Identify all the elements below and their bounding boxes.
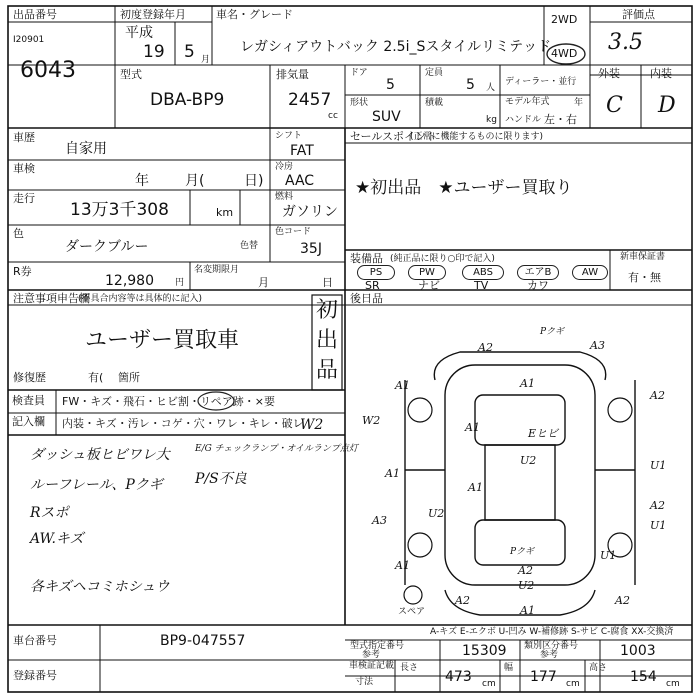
wheel-fr	[608, 398, 632, 422]
stamp-char-2: 出	[316, 328, 339, 353]
repair-unit: 箇所	[118, 371, 140, 384]
mark-10: U1	[650, 459, 667, 472]
type-no: 15309	[462, 643, 507, 659]
month-unit: 月	[201, 55, 211, 65]
exterior-label: 外装	[598, 67, 620, 80]
shift: FAT	[290, 143, 314, 159]
interior-label: 内装	[650, 67, 672, 80]
mark-3: A3	[590, 339, 605, 352]
type-no-label: 型式指定番号	[350, 641, 405, 651]
model-label: 型式	[120, 68, 142, 81]
mark-6: W2	[362, 414, 381, 427]
ac: AAC	[285, 173, 315, 189]
inspection-month: 月(	[185, 173, 205, 189]
item-no-label: 出品番号	[13, 8, 57, 21]
inspection-day: 日)	[244, 173, 264, 189]
length-unit: cm	[482, 679, 496, 689]
doors-label: ドア	[350, 68, 368, 78]
mileage: 13万3千308	[70, 200, 169, 220]
mark-18: U1	[600, 549, 617, 562]
wheel-fl	[408, 398, 432, 422]
class-no: 1003	[620, 643, 656, 659]
warranty: 有・無	[628, 271, 661, 284]
type-no-sub: 参考	[362, 650, 381, 660]
eval-score: 3.5	[608, 30, 643, 55]
equip-abs: ABS	[462, 265, 504, 280]
mark-24: A1	[520, 604, 535, 617]
width: 177	[530, 669, 557, 685]
hw-w2: W2	[300, 417, 324, 433]
color-code-label: 色コード	[275, 227, 312, 237]
stamp-char-3: 品	[316, 358, 339, 383]
tax-month: 月	[258, 276, 269, 289]
damage-legend: A-キズ E-エクボ U-凹み W-補修跡 S-サビ C-腐食 XX-交換済	[430, 627, 674, 637]
length: 473	[445, 669, 472, 685]
dealer-label: ディーラー・並行	[505, 77, 577, 87]
hw-note-4: AW.キズ	[30, 531, 84, 547]
era: 平成	[125, 25, 153, 41]
equip-aw: AW	[572, 265, 608, 280]
mark-20: Pクギ	[510, 547, 535, 557]
reg-no-label: 登録番号	[13, 669, 57, 682]
equip-sr: SR	[365, 279, 380, 292]
tax-label: 名変期限月	[194, 265, 240, 275]
height: 154	[630, 669, 657, 685]
drive-2wd: 2WD	[551, 13, 578, 26]
repair-value: 有(	[88, 371, 104, 384]
mark-14: U2	[428, 507, 445, 520]
mark-7: A1	[465, 421, 480, 434]
mark-21: A2	[518, 564, 533, 577]
history-label: 車歴	[13, 131, 35, 144]
capacity: 5	[466, 77, 475, 93]
repair-label: 修復歴	[13, 371, 46, 384]
mark-5: A1	[520, 377, 535, 390]
car-name: レガシィアウトバック 2.5i_Sスタイルリミテッド	[240, 39, 552, 55]
color-code: 35J	[300, 241, 322, 257]
kg-unit: kg	[486, 115, 497, 125]
equip-ps: PS	[357, 265, 395, 280]
cert-label: 車検証記載	[349, 661, 395, 671]
displacement: 2457	[288, 90, 332, 110]
inspector-row-2: 内装・キズ・汚レ・コゲ・穴・ワレ・キレ・破レ	[62, 417, 304, 430]
item-small-code: I20901	[13, 35, 45, 45]
mark-15: A3	[372, 514, 387, 527]
mark-22: U2	[518, 579, 535, 592]
recycle-label: R券	[13, 265, 32, 278]
fuel-label: 燃料	[275, 192, 294, 202]
interior-grade: D	[658, 93, 676, 118]
equip-leather: カワ	[527, 279, 549, 292]
mark-13: A1	[468, 481, 483, 494]
hw-note-1: ダッシュ板ヒビワレ大	[30, 447, 170, 463]
hw-note-2: ルーフレール、Pクギ	[30, 477, 163, 493]
chassis-label: 車台番号	[13, 634, 57, 647]
item-number: 6043	[20, 58, 76, 83]
first-reg-label: 初度登録年月	[120, 8, 186, 21]
sales-point-sub: (正常に機能するものに限ります)	[410, 132, 544, 142]
ac-label: 冷房	[275, 162, 294, 172]
mark-12: U2	[520, 454, 537, 467]
chassis: BP9-047557	[160, 633, 246, 649]
model: DBA-BP9	[150, 90, 225, 110]
reg-year: 19	[143, 42, 165, 62]
mark-1: A2	[478, 341, 493, 354]
body: SUV	[372, 109, 401, 125]
capacity-label: 定員	[425, 68, 444, 78]
equip-navi: ナビ	[418, 279, 440, 292]
mark-19: A1	[395, 559, 410, 572]
loading-label: 積載	[425, 98, 444, 108]
rear-window	[475, 520, 565, 565]
class-no-label: 類別区分番号	[524, 641, 579, 651]
fuel: ガソリン	[282, 204, 338, 220]
equipment-sub: (純正品に限り○印で記入)	[390, 254, 495, 264]
notes-sub: (不具合内容等は具体的に記入)	[78, 294, 203, 304]
height-unit: cm	[666, 679, 680, 689]
sales-point-text: ★初出品 ★ユーザー買取り	[355, 178, 573, 198]
history-value: 自家用	[65, 141, 107, 157]
wheel-rl	[408, 533, 432, 557]
mark-8: A1	[385, 467, 400, 480]
inspector-label-bottom: 記入欄	[12, 415, 45, 428]
body-label: 形状	[350, 98, 369, 108]
height-label: 高さ	[589, 663, 608, 673]
notes-label: 注意事項申告欄	[13, 292, 90, 305]
mark-25: A2	[615, 594, 630, 607]
inspection-year: 年	[135, 173, 149, 189]
year-unit: 年	[574, 98, 584, 108]
spare-label: スペア	[398, 607, 426, 617]
model-year-label: モデル年式	[505, 97, 550, 107]
equip-airbag: エアB	[517, 265, 559, 280]
eval-label: 評価点	[622, 8, 655, 21]
cert-sub: 寸法	[355, 677, 374, 687]
length-label: 長さ	[400, 663, 419, 673]
color-label: 色	[13, 227, 24, 240]
recycle-amount: 12,980	[105, 273, 154, 289]
tax-day: 日	[322, 276, 333, 289]
mark-16: U1	[650, 519, 667, 532]
name-grade-label: 車名・グレード	[216, 8, 293, 21]
yen-unit: 円	[175, 278, 185, 288]
mark-9: A2	[650, 389, 665, 402]
front-outline	[434, 352, 605, 380]
equipment-label: 装備品	[350, 252, 383, 265]
sales-point-label: セールスポイント	[350, 130, 438, 143]
person-unit: 人	[486, 83, 496, 93]
hw-note-5: 各キズヘコミホシュウ	[30, 579, 170, 595]
mark-23: A2	[455, 594, 470, 607]
reg-month: 5	[184, 42, 195, 62]
drive-4wd: 4WD	[551, 47, 578, 60]
inspection-label: 車検	[13, 162, 35, 175]
equip-tv: TV	[474, 279, 489, 292]
back-view-label: 後日品	[350, 292, 383, 305]
mark-2: Pクギ	[540, 327, 565, 337]
inspector-label-top: 検査員	[12, 394, 45, 407]
handle-label: ハンドル	[505, 115, 542, 125]
displacement-label: 排気量	[276, 68, 309, 81]
mark-17: A2	[650, 499, 665, 512]
hw-right-2: P/S不良	[195, 471, 247, 487]
color: ダークブルー	[65, 239, 149, 255]
shift-label: シフト	[275, 131, 303, 141]
exterior-grade: C	[606, 93, 623, 118]
hw-note-3: Rスポ	[30, 505, 69, 521]
doors: 5	[386, 77, 395, 93]
class-no-sub: 参考	[540, 650, 559, 660]
color-change-label: 色替	[240, 241, 259, 251]
inspector-row-1: FW・キズ・飛石・ヒビ割・リペア跡・×要	[62, 395, 275, 408]
km-unit: km	[216, 206, 234, 219]
mark-4: A1	[395, 379, 410, 392]
handle: 左・右	[544, 113, 577, 126]
wheel-spare	[404, 586, 422, 604]
warranty-label: 新車保証書	[620, 252, 666, 262]
mark-11: Eヒビ	[528, 427, 559, 440]
cc-unit: cc	[328, 111, 338, 121]
width-label: 幅	[504, 663, 514, 673]
stamp-char-1: 初	[316, 298, 339, 323]
mileage-label: 走行	[13, 192, 35, 205]
width-unit: cm	[566, 679, 580, 689]
notes-text: ユーザー買取車	[85, 328, 240, 353]
equip-pw: PW	[408, 265, 446, 280]
hw-right-1: E/G チェックランプ・オイルランプ点灯	[195, 444, 358, 454]
